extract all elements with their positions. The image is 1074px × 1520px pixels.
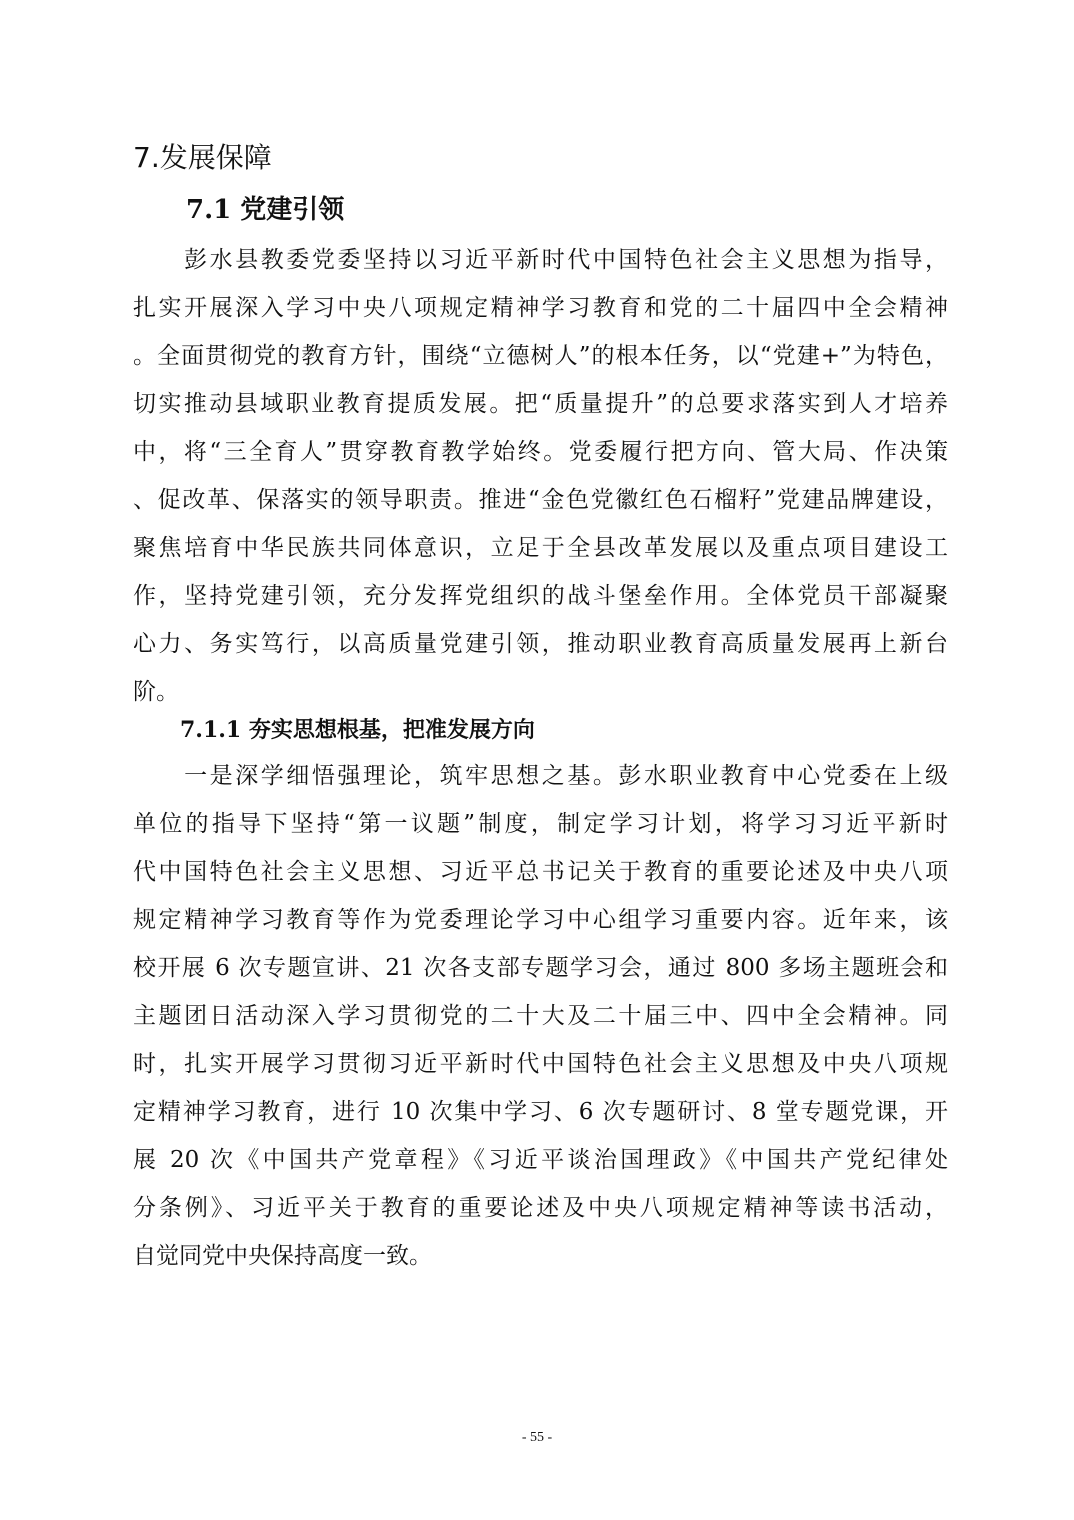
paragraph-line: 展 20 次《中国共产党章程》《习近平谈治国理政》《中国共产党纪律处 [133,1147,948,1173]
subsubsection-heading: 7.1.1 夯实思想根基，把准发展方向 [180,717,535,743]
paragraph-line: 代中国特色社会主义思想、习近平总书记关于教育的重要论述及中央八项 [133,859,948,885]
paragraph-line: 自觉同党中央保持高度一致。 [133,1243,432,1269]
paragraph-line: 作，坚持党建引领，充分发挥党组织的战斗堡垒作用。全体党员干部凝聚 [133,583,948,609]
paragraph-line: 。全面贯彻党的教育方针，围绕“立德树人”的根本任务，以“党建+”为特色， [133,343,948,369]
subsubsection-paragraph [133,752,948,1280]
paragraph-line: 主题团日活动深入学习贯彻党的二十大及二十届三中、四中全会精神。同 [133,1003,948,1029]
page-number: - 55 - [521,1430,553,1445]
paragraph-line: 规定精神学习教育等作为党委理论学习中心组学习重要内容。近年来，该 [133,907,948,933]
paragraph-line: 中，将“三全育人”贯穿教育教学始终。党委履行把方向、管大局、作决策 [133,439,948,465]
subsection-paragraph [133,236,948,716]
paragraph-line: 聚焦培育中华民族共同体意识，立足于全县改革发展以及重点项目建设工 [133,535,948,561]
paragraph-line: 一是深学细悟强理论，筑牢思想之基。彭水职业教育中心党委在上级 [133,763,948,789]
paragraph-line: 心力、务实笃行，以高质量党建引领，推动职业教育高质量发展再上新台 [133,631,948,657]
paragraph-line: 彭水县教委党委坚持以习近平新时代中国特色社会主义思想为指导， [133,247,948,273]
paragraph-line: 分条例》、习近平关于教育的重要论述及中央八项规定精神等读书活动， [133,1195,948,1221]
paragraph-line: 校开展 6 次专题宣讲、21 次各支部专题学习会，通过 800 多场主题班会和 [133,955,948,981]
paragraph-line: 切实推动县域职业教育提质发展。把“质量提升”的总要求落实到人才培养 [133,391,948,417]
paragraph-line: 时，扎实开展学习贯彻习近平新时代中国特色社会主义思想及中央八项规 [133,1051,948,1077]
section-heading: 7.发展保障 [133,141,272,174]
paragraph-line: 、促改革、保落实的领导职责。推进“金色党徽红色石榴籽”党建品牌建设， [133,487,948,513]
paragraph-line: 单位的指导下坚持“第一议题”制度，制定学习计划，将学习习近平新时 [133,811,948,837]
subsection-heading: 7.1 党建引领 [186,195,345,225]
paragraph-line: 扎实开展深入学习中央八项规定精神学习教育和党的二十届四中全会精神 [133,295,948,321]
paragraph-line: 定精神学习教育，进行 10 次集中学习、6 次专题研讨、8 堂专题党课，开 [133,1099,948,1125]
paragraph-line: 阶。 [133,679,179,705]
